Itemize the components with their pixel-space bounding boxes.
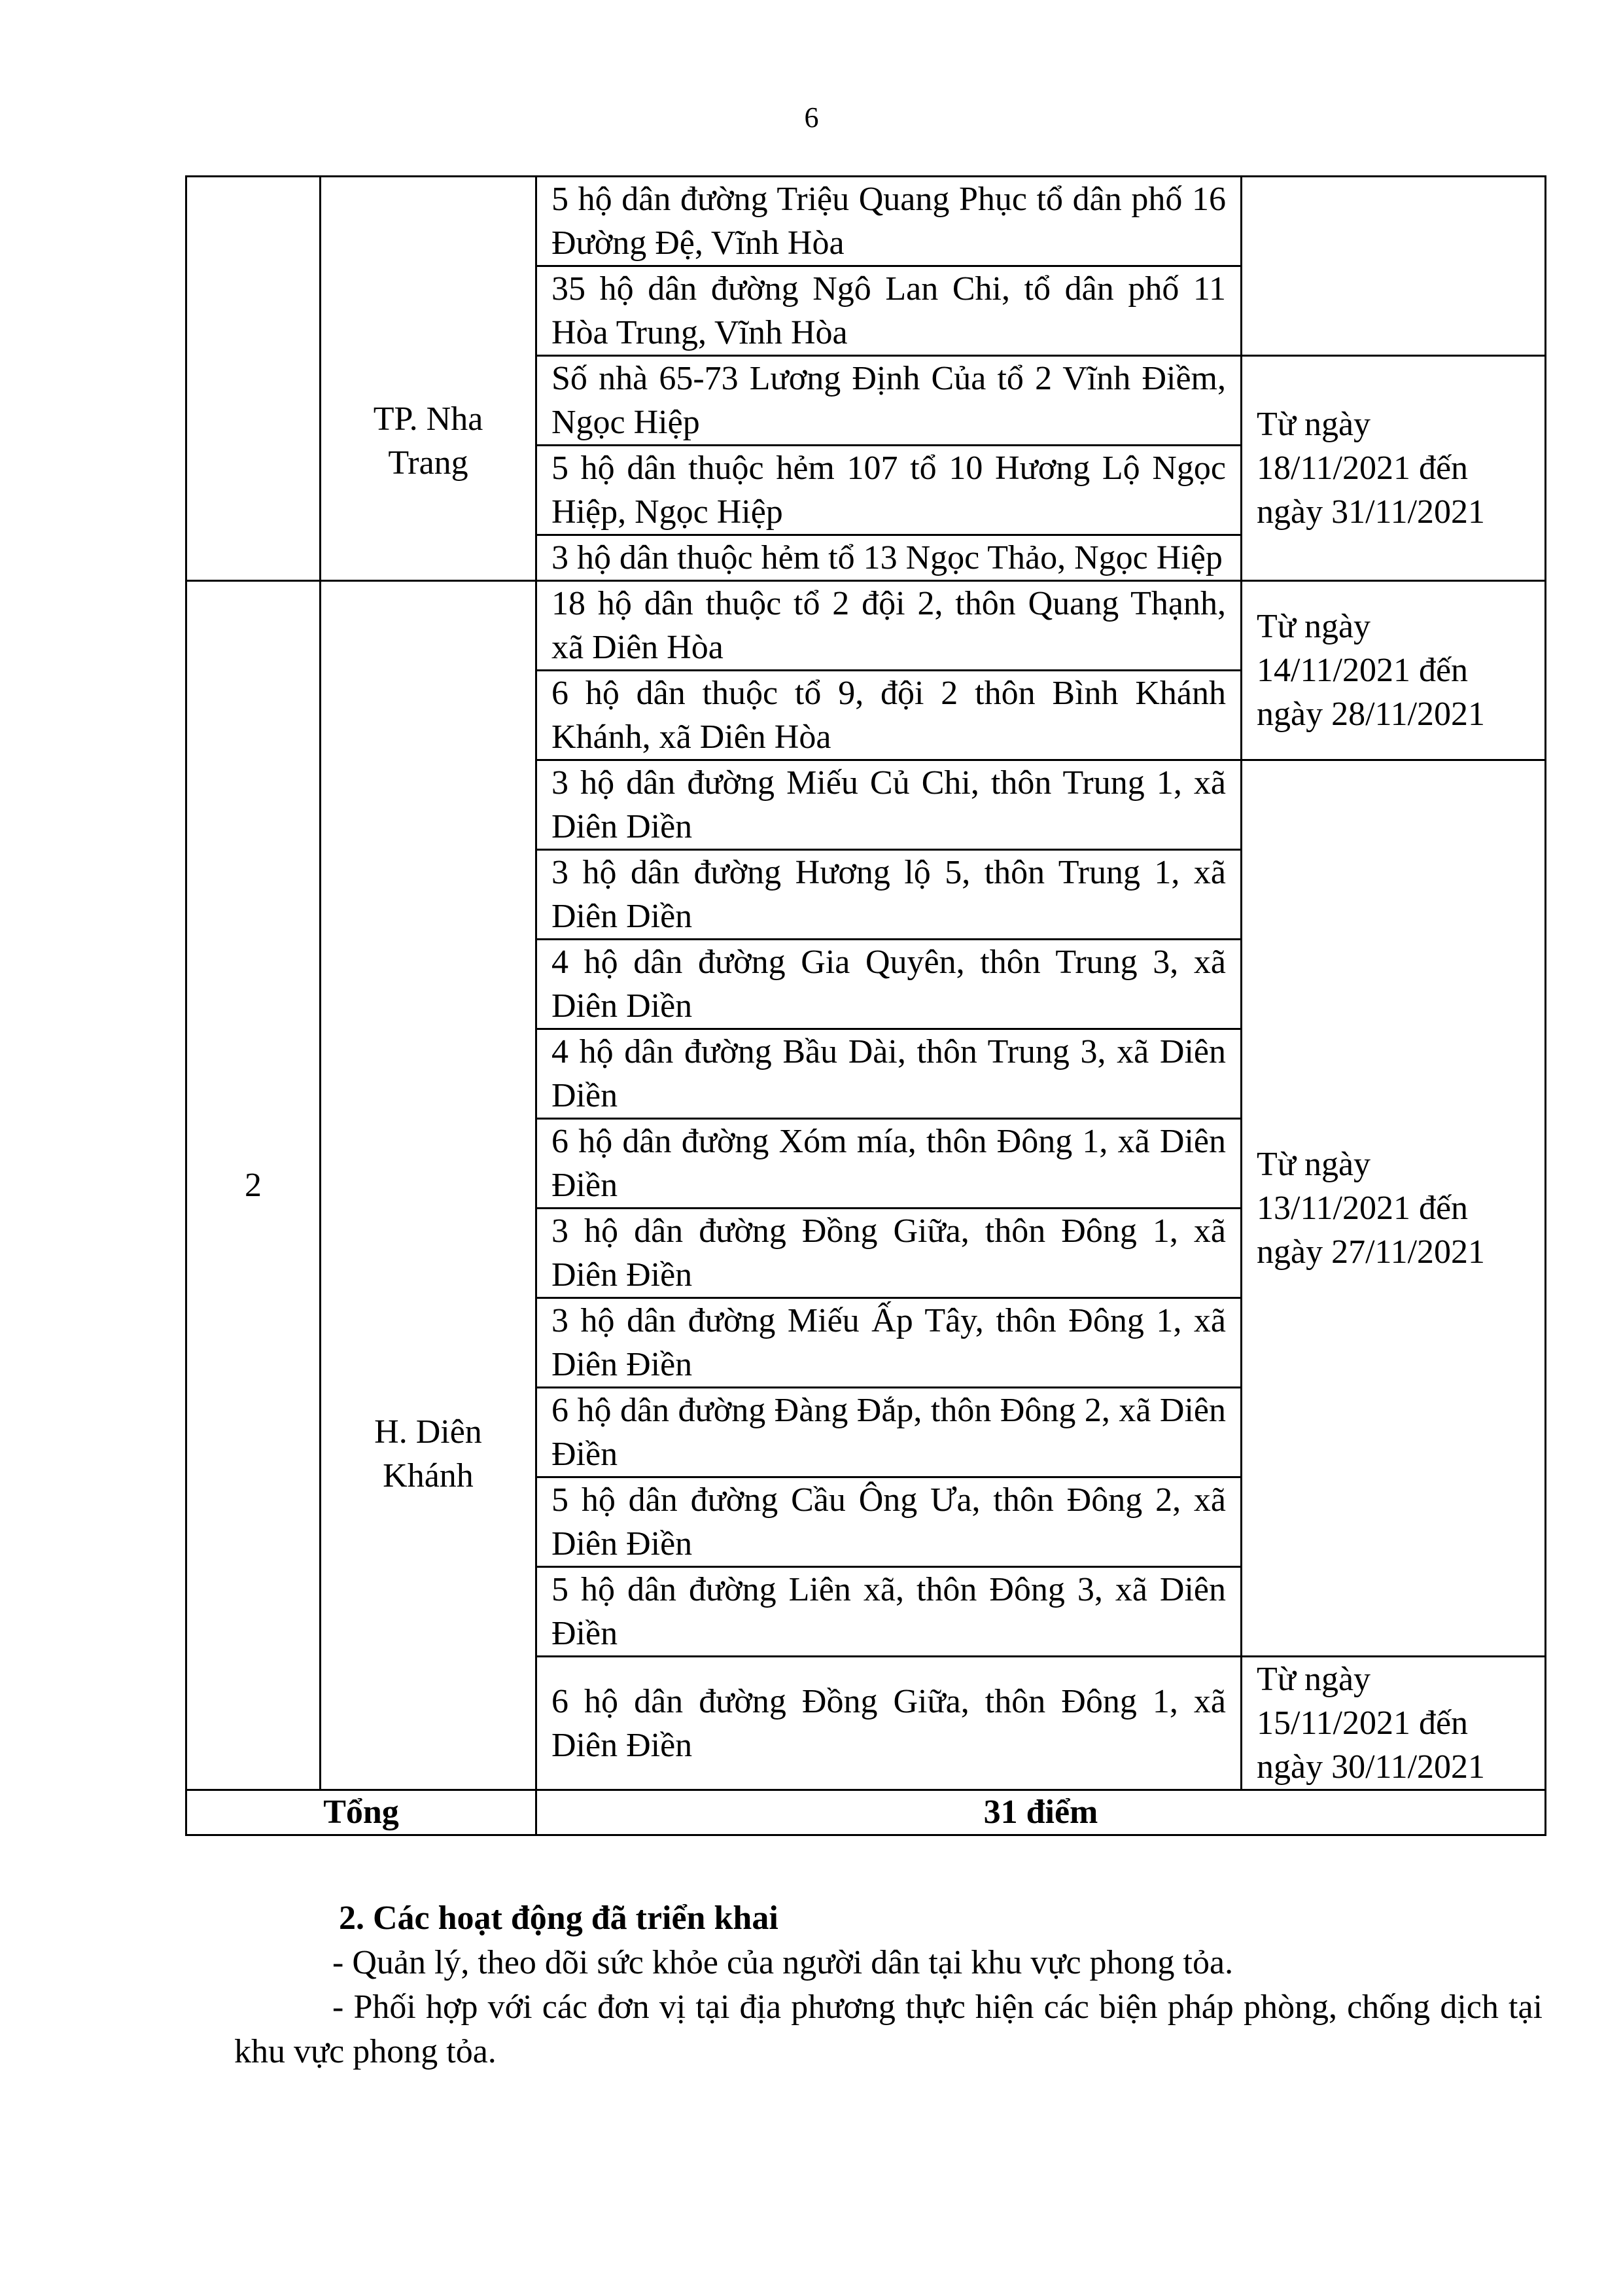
location-cell: 5 hộ dân đường Triệu Quang Phục tổ dân phố 16 Đường Đệ, Vĩnh Hòa [536,177,1242,266]
total-label: Tổng [186,1790,536,1835]
location-cell: 3 hộ dân đường Miếu Ấp Tây, thôn Đông 1, xã Diên Điền [536,1298,1242,1388]
location-cell: 6 hộ dân đường Đàng Đắp, thôn Đông 2, xã Diên Điền [536,1388,1242,1477]
date-cell: Từ ngày 14/11/2021 đến ngày 28/11/2021 [1242,581,1546,760]
location-cell: 35 hộ dân đường Ngô Lan Chi, tổ dân phố 11 Hòa Trung, Vĩnh Hòa [536,266,1242,356]
date-cell [1242,177,1546,356]
area-cell: TP. Nha Trang [321,177,536,581]
stt-cell [186,177,321,581]
quarantine-table [185,175,1546,1836]
date-cell: Từ ngày 13/11/2021 đến ngày 27/11/2021 [1242,760,1546,1657]
table-row [186,581,1546,671]
location-cell: 6 hộ dân đường Xóm mía, thôn Đông 1, xã Diên Điền [536,1119,1242,1209]
page-number: 6 [804,101,819,133]
location-cell: 4 hộ dân đường Bầu Dài, thôn Trung 3, xã Diên Diền [536,1029,1242,1119]
location-cell: 5 hộ dân thuộc hẻm 107 tổ 10 Hương Lộ Ngọc Hiệp, Ngọc Hiệp [536,446,1242,535]
table-row [186,177,1546,266]
location-cell: 4 hộ dân đường Gia Quyên, thôn Trung 3, xã Diên Diền [536,940,1242,1029]
location-cell: 6 hộ dân đường Đồng Giữa, thôn Đông 1, xã Diên Điền [536,1657,1242,1790]
location-cell: 3 hộ dân đường Hương lộ 5, thôn Trung 1, xã Diên Diền [536,850,1242,940]
location-cell: 3 hộ dân đường Miếu Củ Chi, thôn Trung 1, xã Diên Diền [536,760,1242,850]
location-cell: 5 hộ dân đường Liên xã, thôn Đông 3, xã Diên Điền [536,1567,1242,1657]
location-cell: Số nhà 65-73 Lương Định Của tổ 2 Vĩnh Điềm, Ngọc Hiệp [536,356,1242,446]
total-row [186,1790,1546,1835]
total-value: 31 điểm [536,1790,1546,1835]
bullet-item: - Quản lý, theo dõi sức khỏe của người dân tại khu vực phong tỏa. [332,1944,1234,1981]
bullet-item: - Phối hợp với các đơn vị tại địa phương thực hiện các biện pháp phòng, chống dịch tại khu vực phong tỏa. [234,1988,1543,2070]
stt-cell: 2 [186,581,321,1790]
activities-section [234,1896,1543,2074]
date-cell: Từ ngày 15/11/2021 đến ngày 30/11/2021 [1242,1657,1546,1790]
location-cell: 3 hộ dân đường Đồng Giữa, thôn Đông 1, xã Diên Điền [536,1209,1242,1298]
date-cell: Từ ngày 18/11/2021 đến ngày 31/11/2021 [1242,356,1546,581]
location-cell: 5 hộ dân đường Cầu Ông Ưa, thôn Đông 2, xã Diên Điền [536,1477,1242,1567]
section-heading: 2. Các hoạt động đã triển khai [339,1899,778,1937]
location-cell: 3 hộ dân thuộc hẻm tổ 13 Ngọc Thảo, Ngọc Hiệp [536,535,1242,581]
location-cell: 18 hộ dân thuộc tổ 2 đội 2, thôn Quang Thạnh, xã Diên Hòa [536,581,1242,671]
location-cell: 6 hộ dân thuộc tổ 9, đội 2 thôn Bình Khánh Khánh, xã Diên Hòa [536,671,1242,760]
area-cell: H. Diên Khánh [321,581,536,1790]
